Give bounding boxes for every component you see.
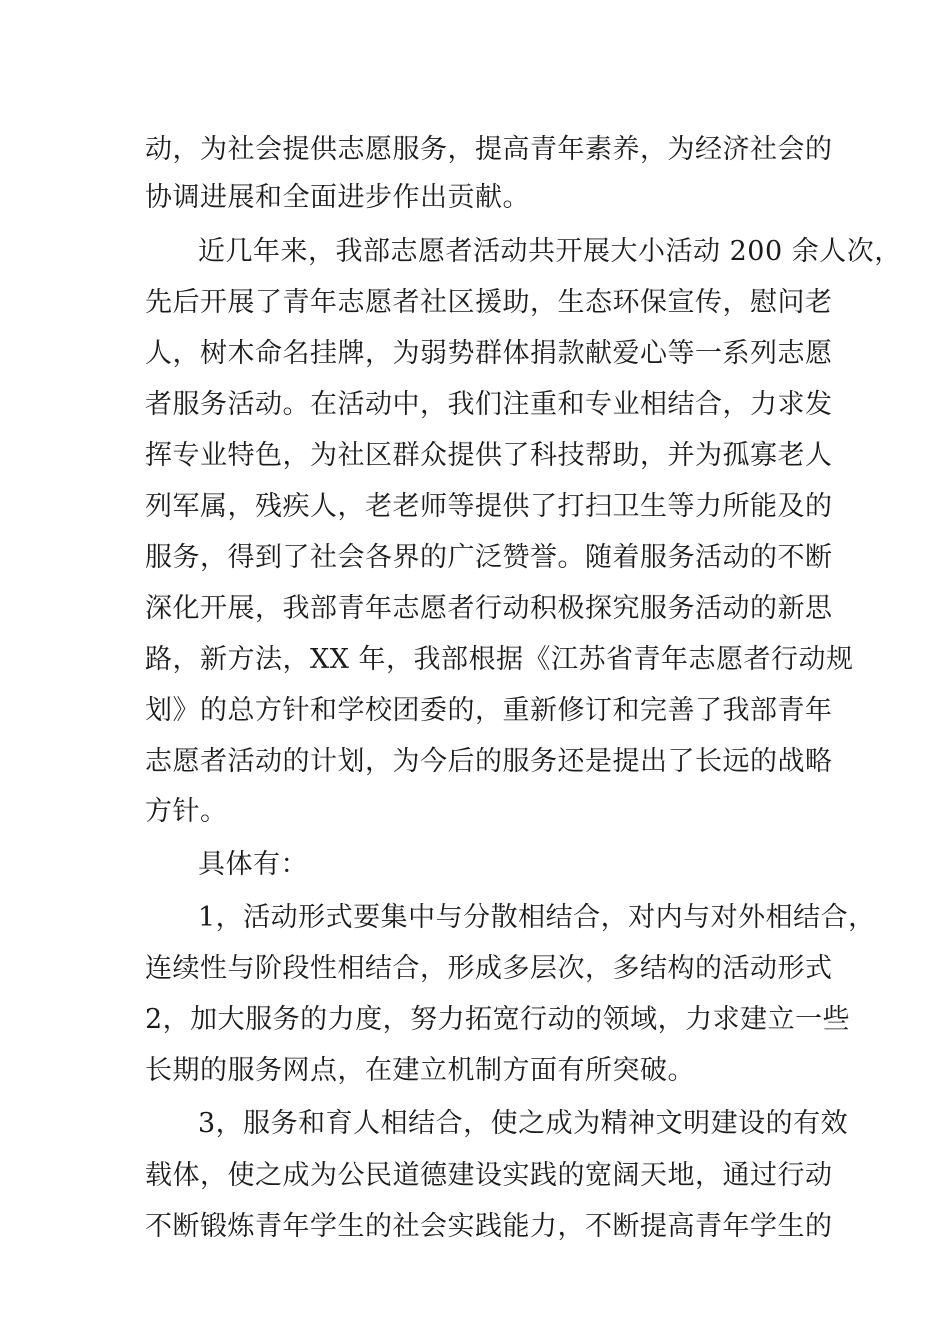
text-line: 载体，使之成为公民道德建设实践的宽阔天地，通过行动: [145, 1160, 833, 1191]
text-line: 3，服务和育人相结合，使之成为精神文明建设的有效: [198, 1108, 849, 1139]
text-line: 列军属，残疾人，老老师等提供了打扫卫生等力所能及的: [145, 491, 833, 522]
text-line: 者服务活动。在活动中，我们注重和专业相结合，力求发: [145, 389, 833, 420]
text-line: 志愿者活动的计划，为今后的服务还是提出了长远的战略: [145, 746, 833, 777]
text-line: 人，树木命名挂牌，为弱势群体捐款献爱心等一系列志愿: [145, 338, 833, 369]
text-line: 服务，得到了社会各界的广泛赞誉。随着服务活动的不断: [145, 542, 833, 573]
text-line: 路，新方法，XX 年，我部根据《江苏省青年志愿者行动规: [145, 644, 854, 675]
text-line: 具体有：: [198, 849, 308, 880]
text-line: 协调进展和全面进步作出贡献。: [145, 182, 530, 213]
text-line: 连续性与阶段性相结合，形成多层次，多结构的活动形式: [145, 953, 833, 984]
text-line: 不断锻炼青年学生的社会实践能力，不断提高青年学生的: [145, 1211, 833, 1242]
text-line: 划》的总方针和学校团委的，重新修订和完善了我部青年: [145, 695, 833, 726]
text-line: 近几年来，我部志愿者活动共开展大小活动 200 余人次，: [198, 236, 902, 267]
text-line: 动，为社会提供志愿服务，提高青年素养，为经济社会的: [145, 134, 833, 165]
text-line: 先后开展了青年志愿者社区援助，生态环保宣传，慰问老: [145, 287, 833, 318]
text-line: 长期的服务网点，在建立机制方面有所突破。: [145, 1055, 695, 1086]
text-line: 挥专业特色，为社区群众提供了科技帮助，并为孤寡老人: [145, 440, 833, 471]
text-line: 深化开展，我部青年志愿者行动积极探究服务活动的新思: [145, 593, 833, 624]
text-line: 方针。: [145, 796, 228, 827]
text-line: 1，活动形式要集中与分散相结合，对内与对外相结合，: [198, 902, 876, 933]
text-line: 2，加大服务的力度，努力拓宽行动的领域，力求建立一些: [145, 1004, 851, 1035]
